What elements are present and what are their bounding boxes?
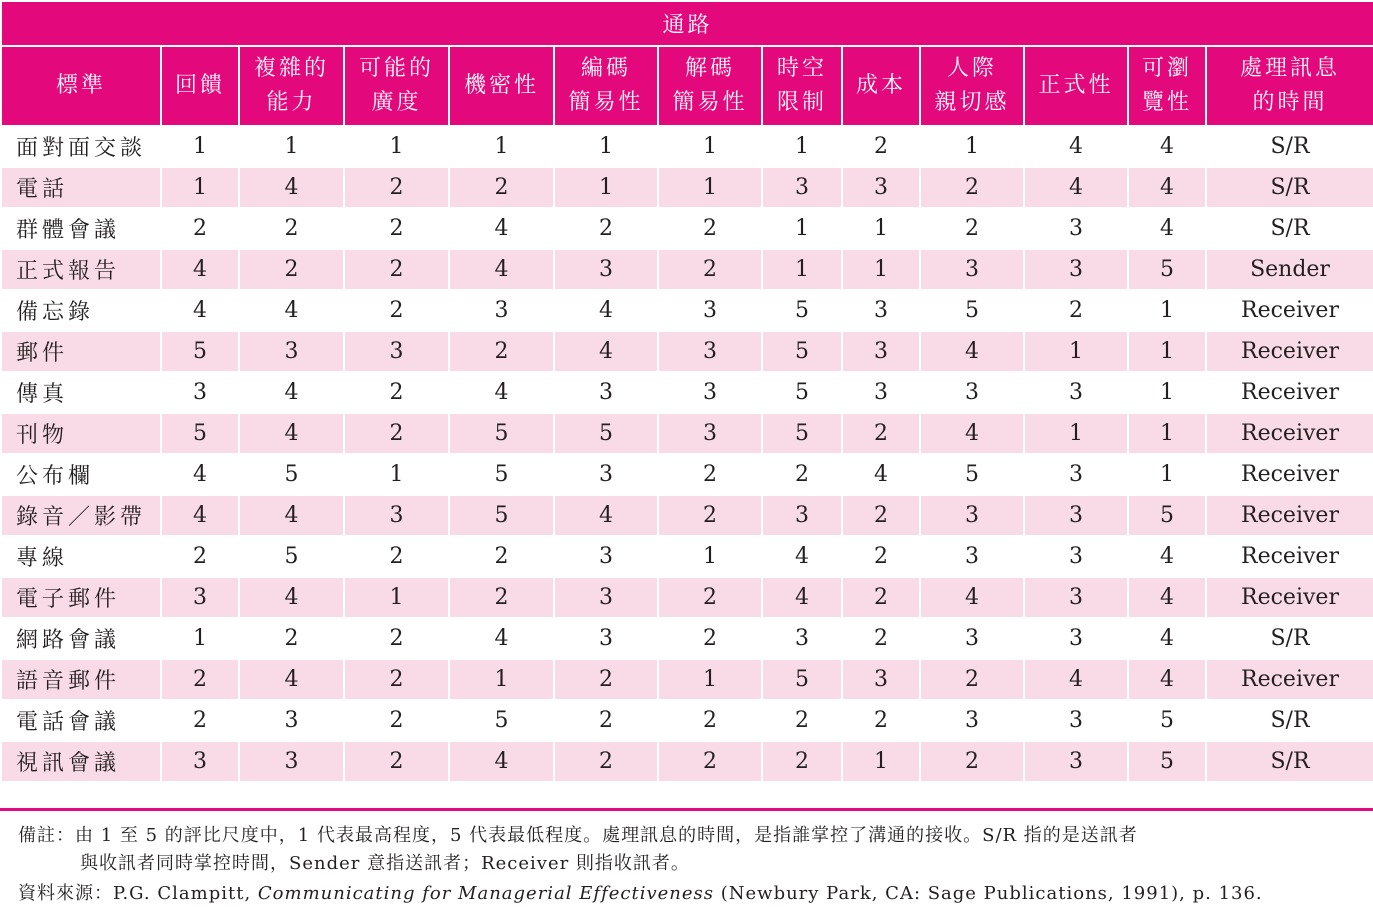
rating-cell: 4	[920, 331, 1024, 372]
rating-cell: 4	[161, 290, 239, 331]
table-row	[1, 577, 1373, 618]
rating-cell: 2	[344, 536, 449, 577]
rating-cell: 2	[658, 700, 762, 741]
column-header-line: 的時間	[1252, 90, 1328, 115]
remark-line-1: 由 1 至 5 的評比尺度中，1 代表最高程度，5 代表最低程度。處理訊息的時間，是指誰掌控了溝通的接收。S/R 指的是送訊者	[75, 825, 1138, 846]
rating-cell: 4	[449, 208, 554, 249]
channel-name-cell: 電子郵件	[1, 577, 161, 618]
rating-cell: 3	[920, 536, 1024, 577]
rating-cell: 2	[344, 372, 449, 413]
column-header	[762, 46, 842, 126]
table-row	[1, 249, 1373, 290]
column-header	[239, 46, 344, 126]
channel-header-row	[1, 1, 1373, 46]
rating-cell: 1	[762, 126, 842, 167]
rating-cell: 3	[161, 372, 239, 413]
rating-cell: 3	[842, 659, 920, 700]
channel-name-cell: 電話會議	[1, 700, 161, 741]
channel-name-cell: 群體會議	[1, 208, 161, 249]
column-header-line: 親切感	[934, 90, 1010, 115]
rating-cell: 1	[554, 167, 658, 208]
rating-cell: 1	[161, 126, 239, 167]
rating-cell: 4	[842, 454, 920, 495]
remark-note	[18, 822, 1338, 878]
rating-cell: 2	[762, 741, 842, 782]
rating-cell: 1	[161, 618, 239, 659]
rating-cell: 2	[449, 167, 554, 208]
rating-cell: 3	[1024, 741, 1128, 782]
channel-name-cell: 專線	[1, 536, 161, 577]
table-row	[1, 495, 1373, 536]
column-header-line: 人際	[946, 56, 997, 81]
rating-cell: 3	[920, 618, 1024, 659]
rating-cell: 5	[1128, 249, 1206, 290]
rating-cell: 2	[842, 618, 920, 659]
rating-cell: 1	[344, 454, 449, 495]
rating-cell: 2	[658, 208, 762, 249]
table-row	[1, 659, 1373, 700]
rating-cell: Receiver	[1206, 536, 1373, 577]
rating-cell: 1	[842, 249, 920, 290]
rating-cell: 5	[239, 454, 344, 495]
rating-cell: 2	[344, 659, 449, 700]
rating-cell: 1	[1128, 413, 1206, 454]
rating-cell: 4	[239, 413, 344, 454]
rating-cell: 1	[762, 208, 842, 249]
channel-name-cell: 網路會議	[1, 618, 161, 659]
rating-cell: 5	[1128, 700, 1206, 741]
rating-cell: S/R	[1206, 741, 1373, 782]
rating-cell: S/R	[1206, 126, 1373, 167]
table-body	[1, 126, 1373, 782]
rating-cell: 3	[1024, 372, 1128, 413]
rating-cell: 2	[920, 659, 1024, 700]
rating-cell: S/R	[1206, 618, 1373, 659]
rating-cell: 2	[762, 700, 842, 741]
rating-cell: 5	[449, 700, 554, 741]
rating-cell: 3	[554, 536, 658, 577]
table-row	[1, 700, 1373, 741]
rating-cell: 1	[161, 167, 239, 208]
rating-cell: 3	[1024, 495, 1128, 536]
rating-cell: 2	[344, 700, 449, 741]
rating-cell: 2	[842, 536, 920, 577]
rating-cell: 2	[842, 495, 920, 536]
rating-cell: 2	[161, 536, 239, 577]
rating-cell: 3	[239, 331, 344, 372]
column-header-line: 可瀏	[1141, 56, 1192, 81]
channel-name-cell: 電話	[1, 167, 161, 208]
column-header-line: 解碼	[684, 56, 735, 81]
rating-cell: 2	[449, 577, 554, 618]
rating-cell: 4	[1024, 659, 1128, 700]
rating-cell: 1	[449, 126, 554, 167]
rating-cell: 4	[449, 249, 554, 290]
rating-cell: 2	[344, 249, 449, 290]
rating-cell: 5	[161, 331, 239, 372]
rating-cell: 3	[1024, 454, 1128, 495]
rating-cell: 5	[161, 413, 239, 454]
rating-cell: 3	[920, 372, 1024, 413]
rating-cell: 1	[344, 577, 449, 618]
rating-cell: 2	[239, 208, 344, 249]
rating-cell: 2	[658, 618, 762, 659]
table-row	[1, 741, 1373, 782]
rating-cell: 3	[554, 454, 658, 495]
rating-cell: 3	[1024, 536, 1128, 577]
source-label: 資料來源：	[18, 883, 113, 904]
column-header-line: 限制	[776, 90, 827, 115]
table-row	[1, 536, 1373, 577]
rating-cell: 3	[762, 495, 842, 536]
rating-cell: 2	[161, 208, 239, 249]
rating-cell: 3	[842, 167, 920, 208]
remark-line-2: 與收訊者同時掌控時間，Sender 意指送訊者；Receiver 則指收訊者。	[80, 853, 690, 874]
column-header	[449, 46, 554, 126]
rating-cell: 4	[1128, 618, 1206, 659]
rating-cell: 2	[554, 659, 658, 700]
rating-cell: 4	[449, 741, 554, 782]
rating-cell: 3	[842, 290, 920, 331]
rating-cell: 4	[239, 167, 344, 208]
rating-cell: 3	[920, 495, 1024, 536]
rating-cell: 1	[449, 659, 554, 700]
rating-cell: Receiver	[1206, 290, 1373, 331]
rating-cell: 2	[920, 208, 1024, 249]
column-header	[658, 46, 762, 126]
rating-cell: 5	[239, 536, 344, 577]
column-header-line: 回饋	[174, 73, 225, 98]
rating-cell: S/R	[1206, 700, 1373, 741]
rating-cell: 4	[161, 454, 239, 495]
rating-cell: 1	[762, 249, 842, 290]
rating-cell: 3	[920, 249, 1024, 290]
table-row	[1, 331, 1373, 372]
rating-cell: 3	[161, 741, 239, 782]
rating-cell: 1	[344, 126, 449, 167]
channel-name-cell: 刊物	[1, 413, 161, 454]
rating-cell: 2	[658, 495, 762, 536]
rating-cell: 4	[239, 372, 344, 413]
rating-cell: 2	[658, 454, 762, 495]
column-header-line: 簡易性	[568, 90, 644, 115]
rating-cell: 4	[449, 372, 554, 413]
channel-name-cell: 正式報告	[1, 249, 161, 290]
channel-name-cell: 視訊會議	[1, 741, 161, 782]
rating-cell: 5	[762, 331, 842, 372]
column-header-line: 成本	[855, 73, 906, 98]
source-citation	[18, 880, 1263, 908]
rating-cell: 3	[842, 372, 920, 413]
table-row	[1, 372, 1373, 413]
rating-cell: 5	[1128, 741, 1206, 782]
rating-cell: 4	[239, 495, 344, 536]
rating-cell: 2	[842, 700, 920, 741]
rating-cell: 5	[449, 454, 554, 495]
rating-cell: 1	[239, 126, 344, 167]
rating-cell: 1	[658, 167, 762, 208]
rating-cell: 1	[920, 126, 1024, 167]
rating-cell: 4	[1128, 208, 1206, 249]
rating-cell: 3	[161, 577, 239, 618]
column-header	[920, 46, 1024, 126]
bottom-rule	[0, 808, 1373, 811]
rating-cell: S/R	[1206, 167, 1373, 208]
rating-cell: 2	[239, 249, 344, 290]
rating-cell: Receiver	[1206, 331, 1373, 372]
channel-name-cell: 郵件	[1, 331, 161, 372]
column-header-line: 簡易性	[672, 90, 748, 115]
rating-cell: 3	[1024, 700, 1128, 741]
column-header-line: 機密性	[463, 73, 539, 98]
rating-cell: 2	[449, 331, 554, 372]
rating-cell: 4	[554, 290, 658, 331]
channel-name-cell: 公布欄	[1, 454, 161, 495]
column-header-line: 覽性	[1141, 90, 1192, 115]
rating-cell: Receiver	[1206, 495, 1373, 536]
channel-name-cell: 語音郵件	[1, 659, 161, 700]
table-row	[1, 413, 1373, 454]
rating-cell: 5	[762, 659, 842, 700]
rating-cell: 1	[842, 741, 920, 782]
rating-cell: 2	[344, 413, 449, 454]
channel-name-cell: 面對面交談	[1, 126, 161, 167]
channel-name-cell: 備忘錄	[1, 290, 161, 331]
rating-cell: 3	[842, 331, 920, 372]
rating-cell: 1	[1128, 454, 1206, 495]
column-header-line: 正式性	[1038, 73, 1114, 98]
rating-cell: 2	[449, 536, 554, 577]
rating-cell: 5	[1128, 495, 1206, 536]
rating-cell: 2	[842, 126, 920, 167]
column-header-line: 處理訊息	[1240, 56, 1341, 81]
rating-cell: 4	[1024, 126, 1128, 167]
column-header	[1, 46, 161, 126]
rating-cell: 1	[1128, 290, 1206, 331]
rating-cell: 2	[842, 577, 920, 618]
rating-cell: 4	[239, 290, 344, 331]
table-row	[1, 290, 1373, 331]
channel-name-cell: 錄音／影帶	[1, 495, 161, 536]
table-row	[1, 454, 1373, 495]
rating-cell: 5	[762, 290, 842, 331]
column-header	[1024, 46, 1128, 126]
rating-cell: 2	[554, 741, 658, 782]
rating-cell: 1	[658, 659, 762, 700]
column-header-line: 複雜的	[253, 56, 329, 81]
rating-cell: 3	[762, 167, 842, 208]
rating-cell: 2	[1024, 290, 1128, 331]
rating-cell: 3	[658, 413, 762, 454]
rating-cell: 4	[762, 577, 842, 618]
column-header-line: 可能的	[358, 56, 434, 81]
rating-cell: Receiver	[1206, 659, 1373, 700]
rating-cell: 3	[554, 372, 658, 413]
rating-cell: 3	[344, 331, 449, 372]
rating-cell: 3	[658, 290, 762, 331]
rating-cell: 4	[554, 331, 658, 372]
rating-cell: 3	[658, 331, 762, 372]
column-header	[161, 46, 239, 126]
rating-cell: 5	[920, 454, 1024, 495]
column-header	[554, 46, 658, 126]
rating-cell: 2	[658, 577, 762, 618]
rating-cell: 4	[1024, 167, 1128, 208]
rating-cell: 4	[920, 413, 1024, 454]
rating-cell: 3	[1024, 249, 1128, 290]
column-header-line: 能力	[266, 90, 317, 115]
rating-cell: 2	[762, 454, 842, 495]
rating-cell: 1	[1024, 331, 1128, 372]
rating-cell: 2	[920, 741, 1024, 782]
rating-cell: 4	[1128, 536, 1206, 577]
column-header-line: 標準	[55, 73, 106, 98]
table-row	[1, 208, 1373, 249]
rating-cell: 4	[762, 536, 842, 577]
rating-cell: 4	[239, 659, 344, 700]
rating-cell: 3	[1024, 208, 1128, 249]
rating-cell: 2	[344, 290, 449, 331]
rating-cell: 1	[1024, 413, 1128, 454]
rating-cell: Receiver	[1206, 413, 1373, 454]
rating-cell: 3	[1024, 618, 1128, 659]
rating-cell: 4	[161, 495, 239, 536]
column-header-line: 編碼	[580, 56, 631, 81]
channel-title: 通路	[1, 1, 1373, 46]
rating-cell: 4	[554, 495, 658, 536]
rating-cell: Sender	[1206, 249, 1373, 290]
rating-cell: 3	[920, 700, 1024, 741]
rating-cell: Receiver	[1206, 577, 1373, 618]
column-header	[842, 46, 920, 126]
rating-cell: Receiver	[1206, 372, 1373, 413]
rating-cell: 1	[658, 536, 762, 577]
column-header	[1206, 46, 1373, 126]
column-header	[1128, 46, 1206, 126]
rating-cell: 2	[161, 659, 239, 700]
rating-cell: 2	[920, 167, 1024, 208]
rating-cell: 3	[554, 249, 658, 290]
rating-cell: 2	[344, 741, 449, 782]
rating-cell: 2	[161, 700, 239, 741]
table-row	[1, 126, 1373, 167]
rating-cell: 5	[920, 290, 1024, 331]
rating-cell: 2	[554, 208, 658, 249]
rating-cell: 4	[1128, 659, 1206, 700]
channel-name-cell: 傳真	[1, 372, 161, 413]
rating-cell: 2	[842, 413, 920, 454]
rating-cell: 4	[449, 618, 554, 659]
rating-cell: 4	[1128, 167, 1206, 208]
column-header-line: 時空	[776, 56, 827, 81]
rating-cell: 5	[762, 413, 842, 454]
rating-cell: 1	[842, 208, 920, 249]
column-header-line: 廣度	[371, 90, 422, 115]
rating-cell: 3	[762, 618, 842, 659]
rating-cell: 2	[239, 618, 344, 659]
rating-cell: 1	[1128, 372, 1206, 413]
column-header	[344, 46, 449, 126]
source-title: Communicating for Managerial Effectiveness	[257, 883, 715, 904]
rating-cell: 5	[762, 372, 842, 413]
rating-cell: 2	[554, 700, 658, 741]
source-rest: (Newbury Park, CA: Sage Publications, 1991), p. 136.	[714, 883, 1263, 904]
rating-cell: 2	[344, 618, 449, 659]
rating-cell: 3	[554, 577, 658, 618]
criteria-header-row	[1, 46, 1373, 126]
rating-cell: 2	[658, 249, 762, 290]
rating-cell: 2	[344, 167, 449, 208]
rating-cell: 1	[554, 126, 658, 167]
rating-cell: 3	[554, 618, 658, 659]
rating-cell: 4	[920, 577, 1024, 618]
rating-cell: 5	[554, 413, 658, 454]
rating-cell: 3	[658, 372, 762, 413]
rating-cell: 3	[1024, 577, 1128, 618]
rating-cell: 4	[239, 577, 344, 618]
rating-cell: 2	[344, 208, 449, 249]
rating-cell: Receiver	[1206, 454, 1373, 495]
rating-cell: 2	[658, 741, 762, 782]
rating-cell: 1	[658, 126, 762, 167]
rating-cell: 3	[449, 290, 554, 331]
rating-cell: S/R	[1206, 208, 1373, 249]
rating-cell: 4	[1128, 126, 1206, 167]
rating-cell: 4	[1128, 577, 1206, 618]
rating-cell: 3	[344, 495, 449, 536]
table-row	[1, 618, 1373, 659]
rating-cell: 3	[239, 741, 344, 782]
rating-cell: 5	[449, 495, 554, 536]
remark-label: 備註：	[18, 825, 75, 846]
table-row	[1, 167, 1373, 208]
rating-cell: 4	[161, 249, 239, 290]
source-author: P.G. Clampitt,	[113, 883, 258, 904]
rating-cell: 1	[1128, 331, 1206, 372]
rating-cell: 5	[449, 413, 554, 454]
rating-cell: 3	[239, 700, 344, 741]
